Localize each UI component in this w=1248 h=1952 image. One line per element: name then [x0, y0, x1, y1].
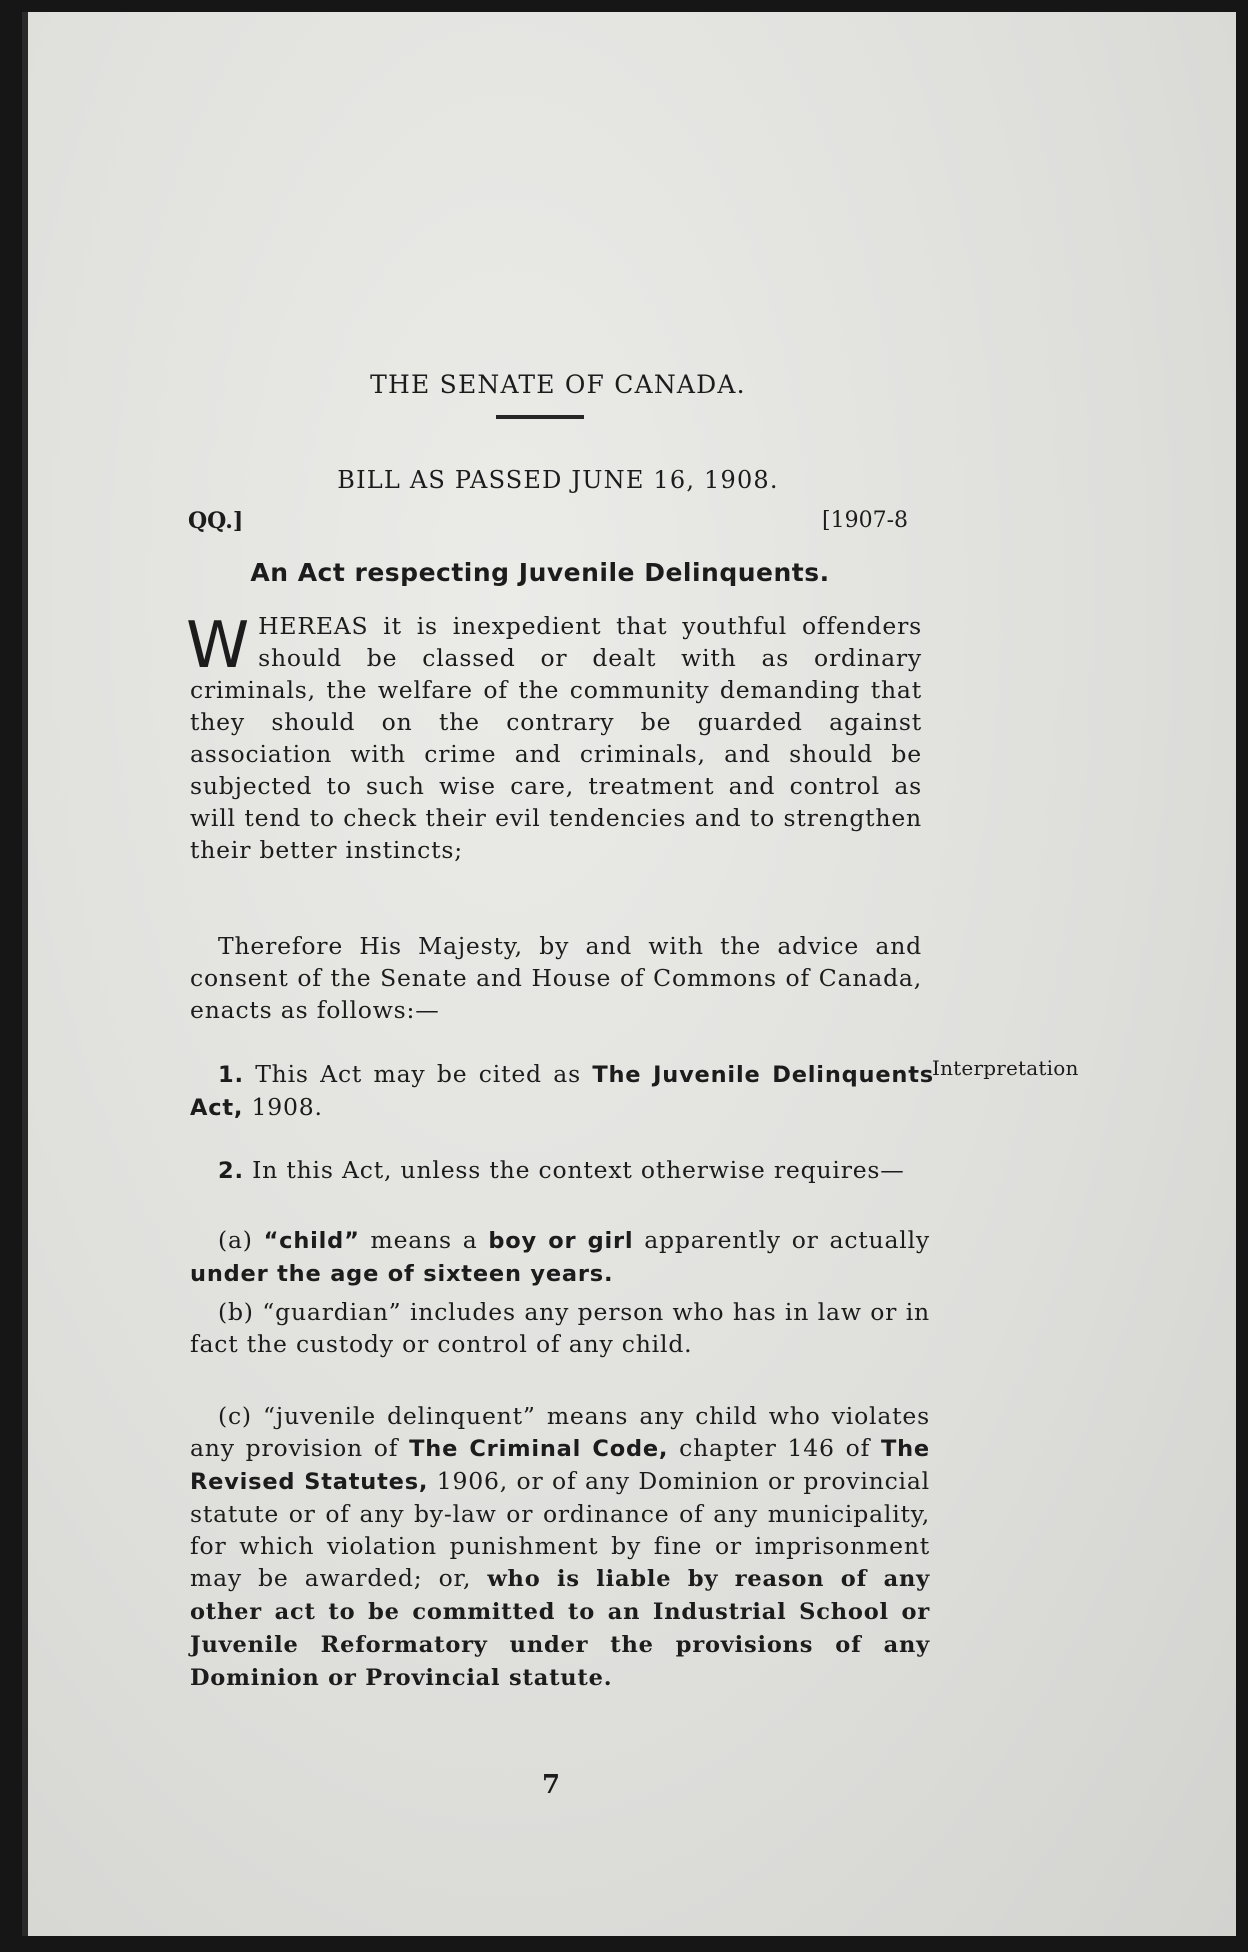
- definition-a-bold-1: boy or girl: [488, 1228, 634, 1254]
- definition-c-term: “juvenile delinquent”: [263, 1402, 536, 1430]
- senate-heading: THE SENATE OF CANADA.: [370, 370, 746, 399]
- preamble-text: HEREAS it is inexpedient that youthful offenders should be classed or dealt with as ordinary criminals, the welfare of the community demanding that they should on the contrary be guarded against association with crime and criminals, and should be subjected to such wise care, treatment and control as will tend to check their evil tendencies and to strengthen their better instincts;: [190, 612, 922, 864]
- section-1: [190, 1058, 934, 1124]
- section-1-number: 1.: [218, 1062, 244, 1088]
- definition-a-text-1: means a: [370, 1226, 478, 1254]
- drop-cap: W: [186, 609, 251, 683]
- definition-a-bold-2: under the age of sixteen years.: [190, 1261, 614, 1287]
- bill-heading: BILL AS PASSED JUNE 16, 1908.: [337, 466, 779, 494]
- section-2-intro-text: In this Act, unless the context otherwise requires—: [252, 1156, 905, 1184]
- bill-number: QQ.]: [188, 508, 244, 534]
- act-title: An Act respecting Juvenile Delinquents.: [250, 558, 830, 587]
- section-1-year: 1908.: [251, 1093, 323, 1121]
- section-2-intro: [190, 1154, 930, 1187]
- definition-c-text-2: chapter 146 of: [679, 1434, 871, 1462]
- session-year: [1907-8: [822, 508, 909, 533]
- definition-guardian: [190, 1296, 930, 1360]
- definition-juvenile-delinquent: [190, 1400, 930, 1694]
- definition-b-text: includes any person who has in law or in fact the custody or control of any child.: [190, 1298, 930, 1358]
- definition-a-text-2: apparently or actually: [644, 1226, 930, 1254]
- definition-c-text-3: 1906, or of any Dominion or provincial statute or of any by-law or ordinance of any municipality, for which violation punishment by fine or imprisonment may be awarded; or,: [190, 1467, 930, 1592]
- definition-b-label: (b): [218, 1298, 254, 1326]
- definition-b-term: “guardian”: [262, 1298, 402, 1326]
- heading-divider: [496, 415, 584, 419]
- margin-note: Interpretation: [932, 1056, 1079, 1080]
- preamble: [186, 609, 922, 866]
- binding-edge: [22, 12, 28, 1936]
- section-1-text: This Act may be cited as: [255, 1060, 581, 1088]
- page-number: 7: [542, 1770, 561, 1800]
- definition-child: [190, 1224, 930, 1290]
- definition-c-bold-1: The Criminal Code,: [409, 1436, 669, 1462]
- section-1-short-title: The Juvenile Delinquents Act,: [190, 1062, 934, 1121]
- definition-c-bold-3: who is liable by reason of any other act to be committed to an Industrial School or Juvenile Reformatory under the provisions of any Dominion or Provincial statute.: [190, 1566, 930, 1691]
- definition-c-label: (c): [218, 1402, 252, 1430]
- definition-a-term: “child”: [263, 1228, 360, 1254]
- definition-a-label: (a): [218, 1226, 253, 1254]
- definition-c-text-1: means any child who violates any provision of: [190, 1402, 930, 1462]
- document-page: [22, 12, 1236, 1936]
- enacting-clause: Therefore His Majesty, by and with the advice and consent of the Senate and House of Commons of Canada, enacts as follows:—: [190, 932, 922, 1024]
- section-2-number: 2.: [218, 1158, 244, 1184]
- definition-c-bold-2: The Revised Statutes,: [190, 1436, 930, 1495]
